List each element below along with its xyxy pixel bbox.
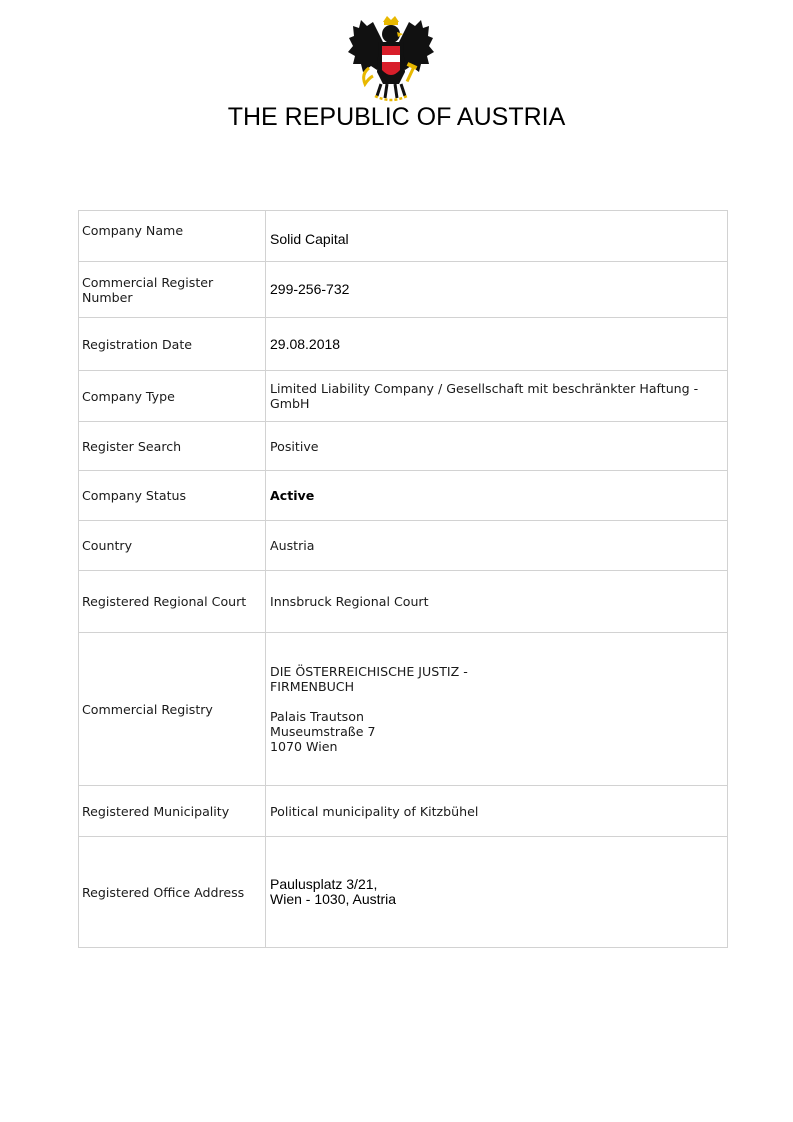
table-row — [79, 371, 728, 422]
table-row — [79, 211, 728, 262]
field-label — [79, 422, 266, 471]
company-name-value: Solid Capital — [270, 230, 349, 247]
field-value — [266, 318, 728, 371]
field-label — [79, 211, 266, 262]
country-label: Country — [82, 538, 133, 553]
field-value — [266, 422, 728, 471]
field-label — [79, 633, 266, 786]
field-label — [79, 471, 266, 521]
table-row — [79, 633, 728, 786]
commercial-registry-label: Commercial Registry — [82, 701, 213, 717]
company-register-table — [78, 210, 728, 948]
register-search-value: Positive — [270, 438, 319, 454]
company-status-label: Company Status — [82, 488, 187, 503]
company-type-value: Limited Liability Company / Gesellschaft mit beschränkter Haftung - GmbH — [270, 381, 699, 411]
municipality-label: Registered Municipality — [82, 803, 230, 819]
commercial-register-number-label: Commercial Register Number — [82, 274, 214, 305]
field-label — [79, 571, 266, 633]
company-status-value: Active — [270, 488, 315, 503]
field-label — [79, 521, 266, 571]
office-address-value: Paulusplatz 3/21, Wien - 1030, Austria — [270, 876, 397, 907]
register-search-label: Register Search — [82, 438, 182, 454]
regional-court-value: Innsbruck Regional Court — [270, 594, 429, 609]
regional-court-label: Registered Regional Court — [82, 594, 247, 609]
field-value — [266, 471, 728, 521]
registration-date-label: Registration Date — [82, 336, 193, 352]
field-value — [266, 371, 728, 422]
field-value — [266, 633, 728, 786]
table-row — [79, 471, 728, 521]
field-label — [79, 318, 266, 371]
field-value — [266, 786, 728, 837]
commercial-register-number-value: 299-256-732 — [270, 281, 350, 297]
table-row — [79, 786, 728, 837]
field-label — [79, 786, 266, 837]
table-row — [79, 262, 728, 318]
field-value — [266, 262, 728, 318]
field-value — [266, 521, 728, 571]
country-value: Austria — [270, 538, 315, 553]
municipality-value: Political municipality of Kitzbühel — [270, 803, 479, 819]
field-label — [79, 262, 266, 318]
field-label — [79, 371, 266, 422]
table-row — [79, 521, 728, 571]
austrian-eagle-emblem-icon — [347, 12, 435, 104]
field-label — [79, 837, 266, 948]
table-row — [79, 837, 728, 948]
table-row — [79, 422, 728, 471]
table-row — [79, 318, 728, 371]
field-value — [266, 571, 728, 633]
table-row — [79, 571, 728, 633]
field-value — [266, 211, 728, 262]
office-address-label: Registered Office Address — [82, 884, 245, 900]
registration-date-value: 29.08.2018 — [270, 335, 341, 352]
field-value — [266, 837, 728, 948]
page-title: THE REPUBLIC OF AUSTRIA — [227, 103, 566, 131]
company-name-label: Company Name — [82, 222, 184, 238]
commercial-registry-value: DIE ÖSTERREICHISCHE JUSTIZ - FIRMENBUCH Palais Trautson Museumstraße 7 1070 Wien — [270, 664, 468, 754]
company-type-label: Company Type — [82, 388, 175, 404]
